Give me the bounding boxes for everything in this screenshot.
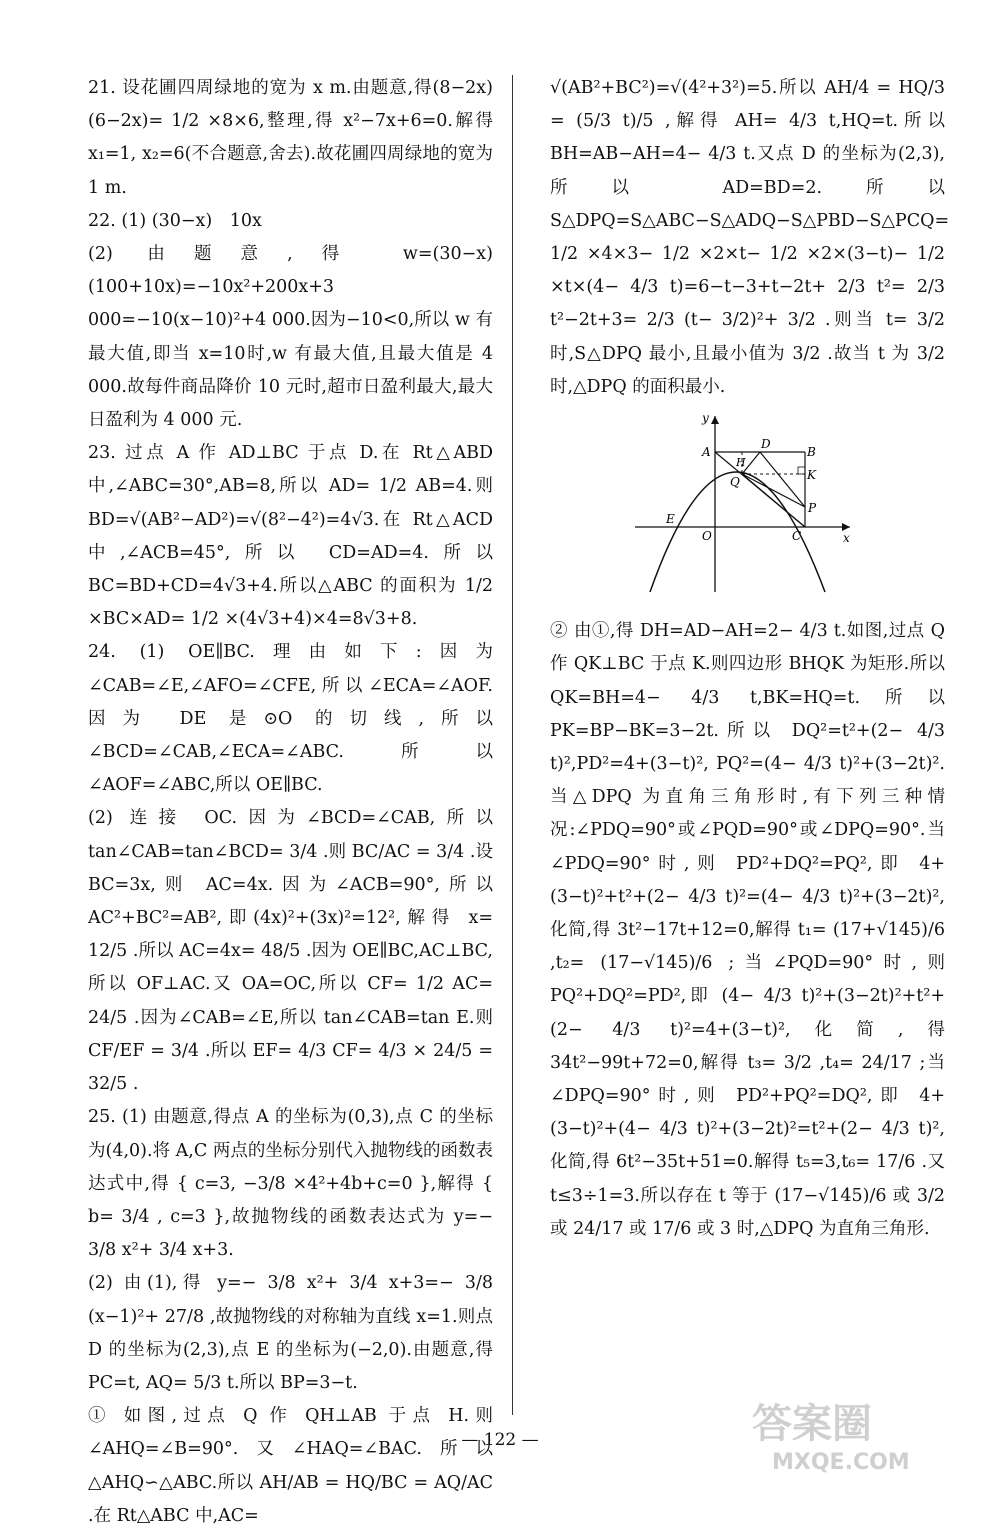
answer-25-part1: 25. (1) 由题意,得点 A 的坐标为(0,3),点 C 的坐标为(4,0).将 A,C 两点的坐标分别代入抛物线的函数表达式中,得 { c=3, −3/8 ×4²+4b+c=0 },解得 { b= 3/4 , c=3 },故抛物线的函数表达式为 y=− 3/8 x²+ 3/4 x+3. (88, 1107, 493, 1261)
answer-21: 21. 设花圃四周绿地的宽为 x m.由题意,得(8−2x)(6−2x)= 1/2 ×8×6,整理,得 x²−7x+6=0.解得 x₁=1, x₂=6(不合题意,舍去).故花圃四周绿地的宽为 1 m. (88, 78, 493, 198)
label-B: B (807, 445, 816, 460)
parabola-figure (630, 412, 860, 597)
label-E: E (666, 512, 675, 527)
label-H: H (736, 456, 746, 470)
left-column (88, 72, 493, 1533)
label-Q: Q (730, 475, 740, 490)
label-x: x (843, 531, 850, 546)
answer-25-part2: (2) 由(1),得 y=− 3/8 x²+ 3/4 x+3=− 3/8 (x−1)²+ 27/8 ,故抛物线的对称轴为直线 x=1.则点 D 的坐标为(2,3),点 E 的坐标为(−2,0).由题意,得 PC=t, AQ= 5/3 t.所以 BP=3−t. (88, 1273, 493, 1393)
answer-22-part1: 22. (1) (30−x) 10x (88, 210, 262, 231)
column-divider (512, 75, 513, 1415)
segment-DP (760, 452, 805, 507)
answer-25-continued: √(AB²+BC²)=√(4²+3²)=5.所以 AH/4 = HQ/3 = (5/3 t)/5 ,解得 AH= 4/3 t,HQ=t.所以 BH=AB−AH=4− 4/3 t.又点 D 的坐标为(2,3),所以 AD=BD=2.所以 S△DPQ=S△ABC−S△ADQ−S△PBD−S△PCQ= 1/2 ×4×3− 1/2 ×2×t− 1/2 ×2×(3−t)− 1/2 ×t×(4− 4/3 t)=6−t−3+t−2t+ 2/3 t²= 2/3 t²−2t+3= 2/3 (t− 3/2)²+ 3/2 .则当 t= 3/2 时,S△DPQ 最小,且最小值为 3/2 .故当 t 为 3/2 时,△DPQ 的面积最小. (550, 78, 950, 397)
label-K: K (807, 468, 816, 483)
watermark-text-url: MXQE.COM (772, 1450, 910, 1475)
answer-22-part2: (2) 由题意,得 w=(30−x)(100+10x)=−10x²+200x+3 000=−10(x−10)²+4 000.因为−10<0,所以 w 有最大值,即当 x=10时,w 有最大值,且最大值是 4 000.故每件商品降价 10 元时,超市日盈利最大,最大日盈利为 4 000 元. (88, 244, 493, 431)
label-y: y (702, 412, 709, 426)
label-A: A (702, 445, 711, 460)
label-C: C (792, 529, 802, 544)
right-angle-mark (798, 467, 805, 474)
segment-QC (742, 474, 805, 527)
answer-23: 23. 过点 A 作 AD⊥BC 于点 D.在 Rt△ABD 中,∠ABC=30°,AB=8,所以 AD= 1/2 AB=4.则 BD=√(AB²−AD²)=√(8²−4²)=4√3.在 Rt△ACD 中,∠ACB=45°,所以 CD=AD=4.所以 BC=BD+CD=4√3+4.所以△ABC 的面积为 1/2 ×BC×AD= 1/2 ×(4√3+4)×4=8√3+8. (88, 443, 493, 630)
watermark-logo (732, 1387, 982, 1477)
right-column (550, 72, 950, 1246)
answer-24-part1: 24. (1) OE∥BC.理由如下:因为∠CAB=∠E,∠AFO=∠CFE,所以∠ECA=∠AOF.因为 DE 是⊙O 的切线,所以∠BCD=∠CAB,∠ECA=∠ABC.所以∠AOF=∠ABC,所以 OE∥BC. (88, 642, 493, 796)
answer-25-part2-case2: ② 由①,得 DH=AD−AH=2− 4/3 t.如图,过点 Q 作 QK⊥BC 于点 K.则四边形 BHQK 为矩形.所以 QK=BH=4− 4/3 t,BK=HQ=t.所以 PK=BP−BK=3−2t.所以 DQ²=t²+(2− 4/3 t)²,PD²=4+(3−t)², PQ²=(4− 4/3 t)²+(3−2t)².当△DPQ 为直角三角形时,有下列三种情况:∠PDQ=90°或∠PQD=90°或∠DPQ=90°.当∠PDQ=90°时,则 PD²+DQ²=PQ²,即 4+(3−t)²+t²+(2− 4/3 t)²=(4− 4/3 t)²+(3−2t)²,化简,得 3t²−17t+12=0,解得 t₁= (17+√145)/6 ,t₂= (17−√145)/6 ;当∠PQD=90°时,则 PQ²+DQ²=PD²,即 (4− 4/3 t)²+(3−2t)²+t²+(2− 4/3 t)²=4+(3−t)²,化简,得 34t²−99t+72=0,解得 t₃= 3/2 ,t₄= 24/17 ;当∠DPQ=90°时,则 PD²+PQ²=DQ²,即 4+(3−t)²+(4− 4/3 t)²+(3−2t)²=t²+(2− 4/3 t)²,化简,得 6t²−35t+51=0.解得 t₅=3,t₆= 17/6 .又 t≤3÷1=3.所以存在 t 等于 (17−√145)/6 或 3/2 或 24/17 或 17/6 或 3 时,△DPQ 为直角三角形. (550, 621, 945, 1239)
page-number: — 122 — (461, 1430, 539, 1450)
answer-24-part2: (2) 连接 OC.因为∠BCD=∠CAB,所以 tan∠CAB=tan∠BCD= 3/4 .则 BC/AC = 3/4 .设 BC=3x,则 AC=4x.因为∠ACB=90°,所以 AC²+BC²=AB²,即(4x)²+(3x)²=12²,解得 x= 12/5 .所以 AC=4x= 48/5 .因为 OE∥BC,AC⊥BC,所以 OF⊥AC.又 OA=OC,所以 CF= 1/2 AC= 24/5 .因为∠CAB=∠E,所以 tan∠CAB=tan E.则 CF/EF = 3/4 .所以 EF= 4/3 CF= 4/3 × 24/5 = 32/5 . (88, 808, 493, 1095)
label-P: P (808, 501, 817, 516)
y-axis-arrow (711, 416, 719, 424)
label-O: O (702, 529, 712, 544)
watermark-text-cn: 答案圈 (752, 1401, 872, 1447)
answer-25-part2-case1: ① 如图,过点 Q 作 QH⊥AB 于点 H.则∠AHQ=∠B=90°.又∠HAQ=∠BAC.所以△AHQ∽△ABC.所以 AH/AB = HQ/BC = AQ/AC .在 Rt△ABC 中,AC= (88, 1406, 493, 1526)
label-D: D (761, 437, 771, 452)
segment-QP (742, 474, 805, 507)
x-axis-arrow (842, 523, 850, 531)
